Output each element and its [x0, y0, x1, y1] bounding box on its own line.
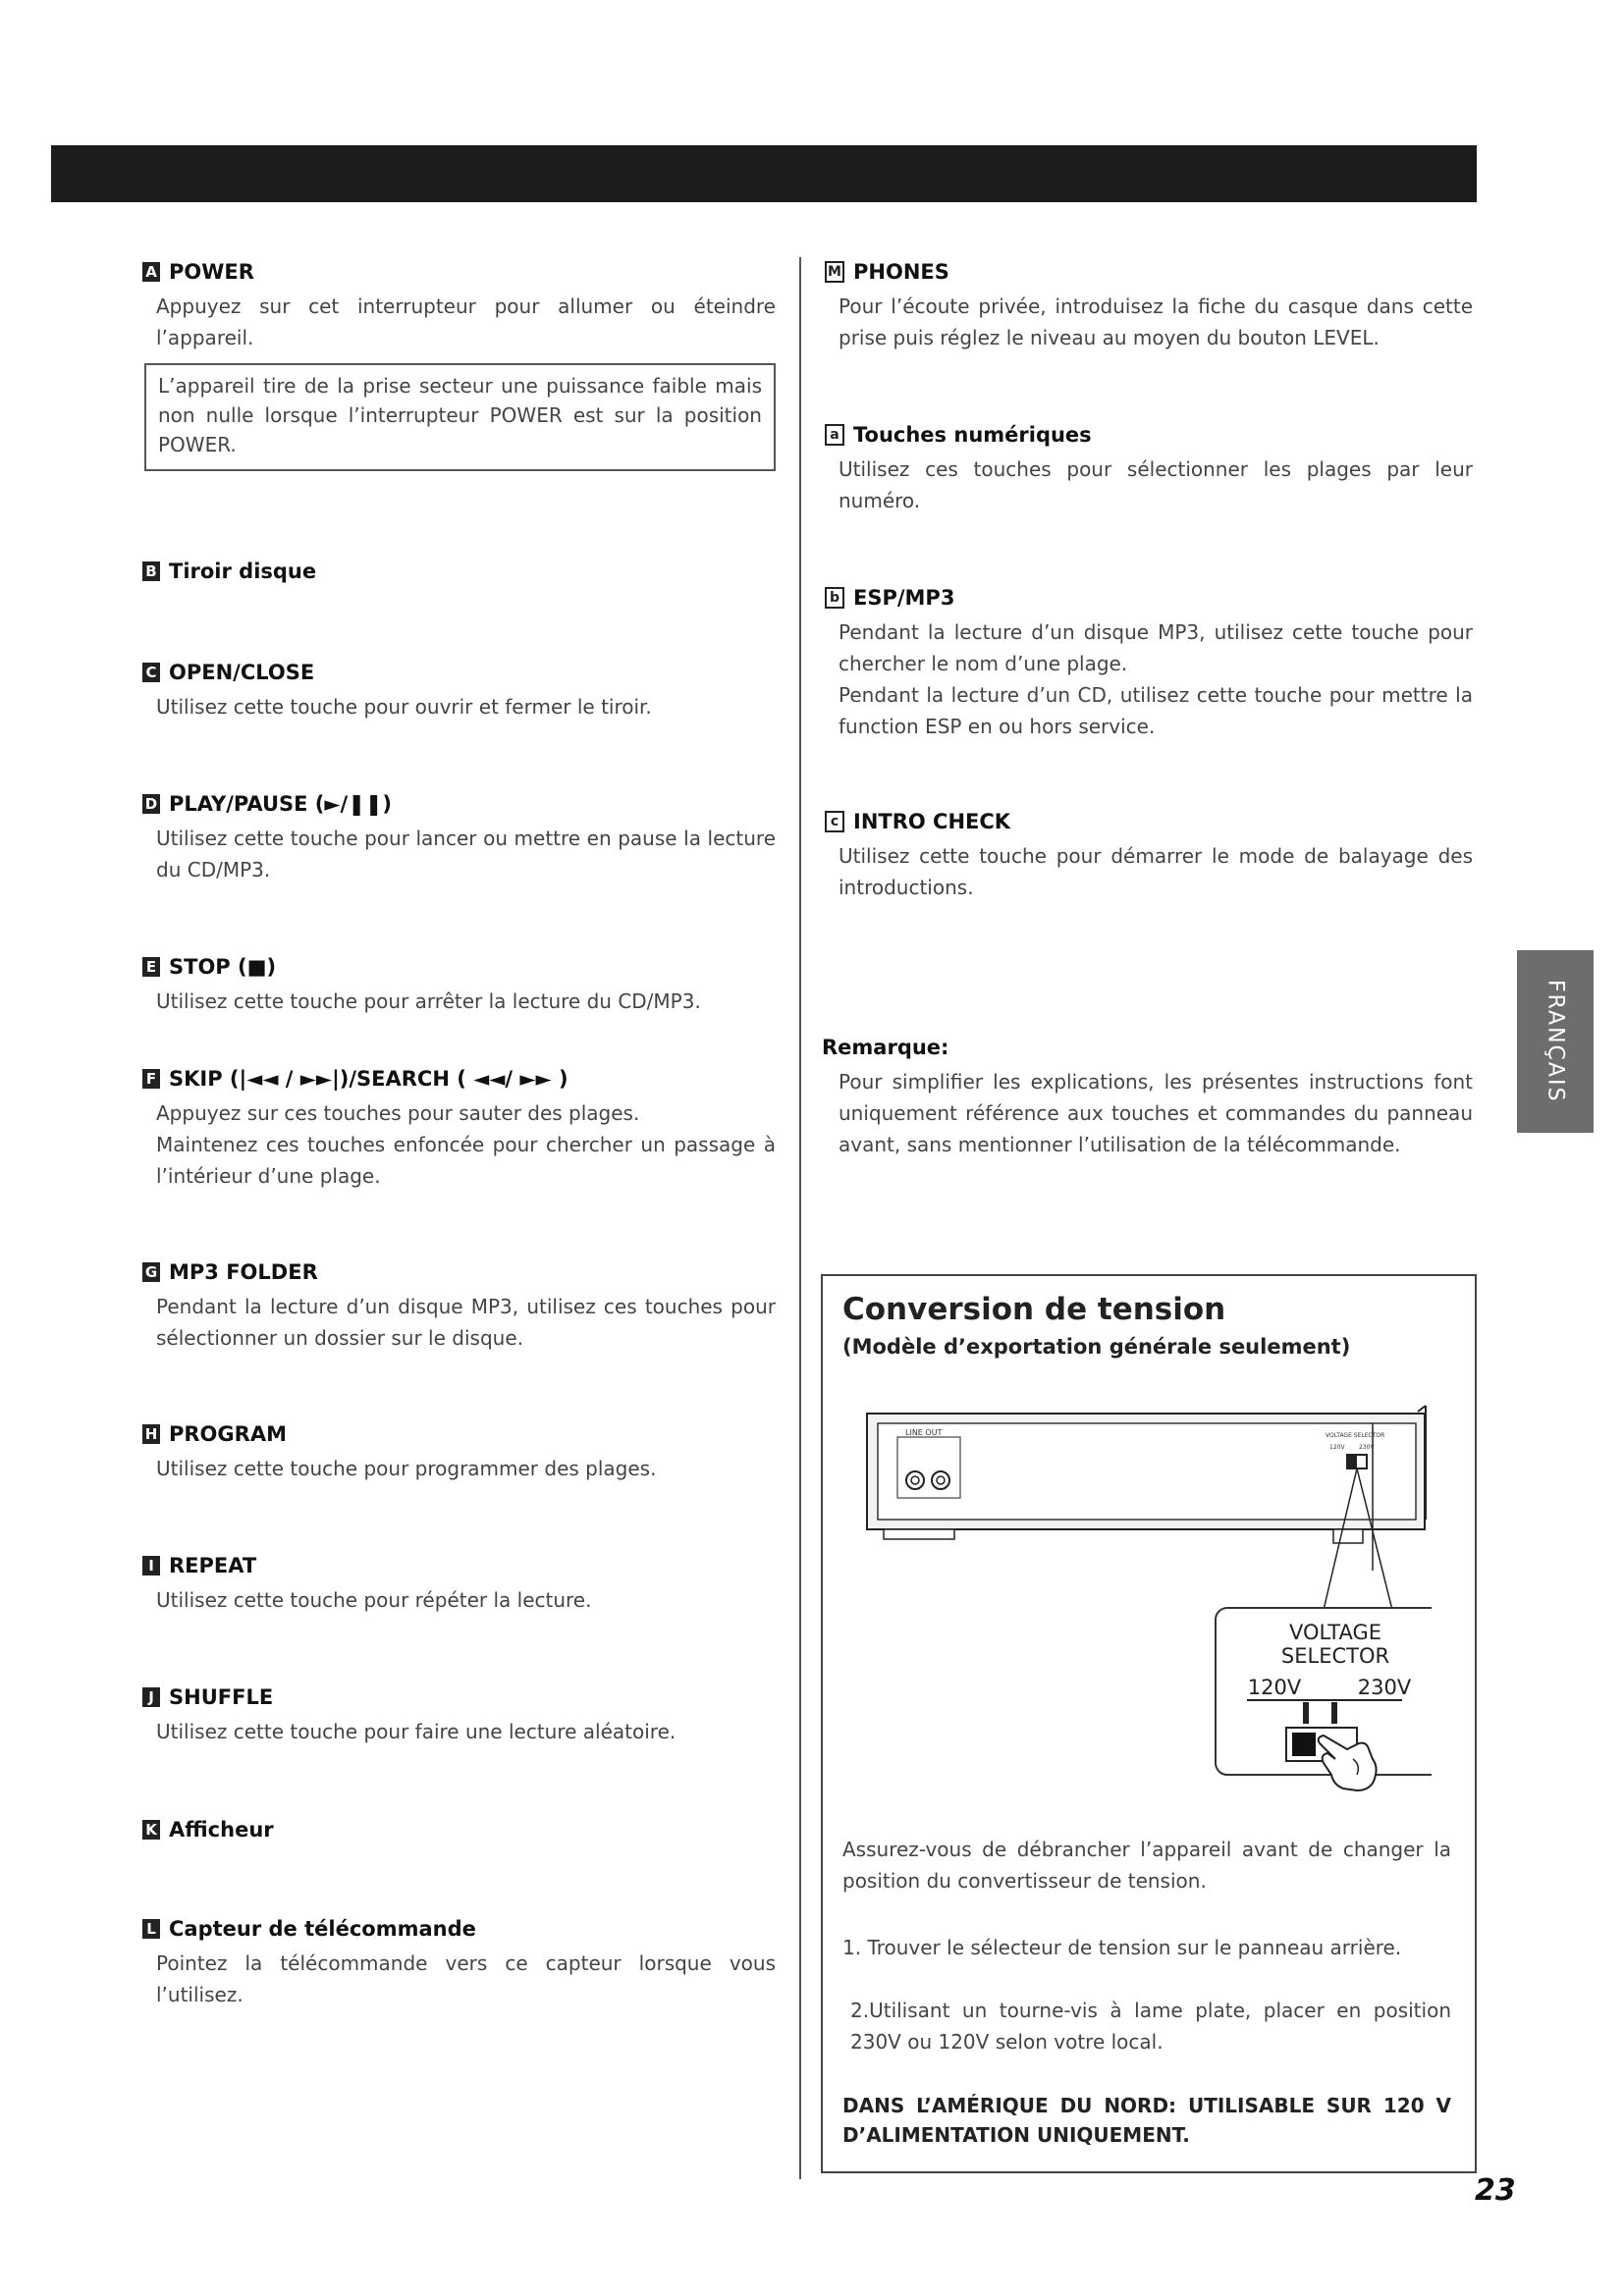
entry-title: Capteur de télécommande	[169, 1917, 476, 1941]
entry-text: Utilisez ces touches pour sélectionner les plages par leur numéro.	[839, 457, 1473, 512]
language-tab: FRANÇAIS	[1517, 950, 1594, 1133]
entry-title: STOP (■)	[169, 955, 277, 979]
entry-title: REPEAT	[169, 1554, 257, 1577]
entry-number-keys	[825, 420, 1473, 516]
entry-remote-sensor	[142, 1914, 776, 2010]
entry-play-pause	[142, 789, 776, 885]
letter-badge: K	[142, 1820, 160, 1840]
entry-title: Touches numériques	[853, 423, 1092, 447]
entry-title: Tiroir disque	[169, 560, 317, 583]
conversion-title: Conversion de tension	[842, 1292, 1226, 1327]
entry-title: SKIP (|◄◄ / ►►|)/SEARCH ( ◄◄/ ►► )	[169, 1067, 568, 1091]
column-divider	[799, 257, 801, 2179]
entry-text: Utilisez cette touche pour programmer des plages.	[156, 1457, 657, 1480]
entry-text: Pointez la télécommande vers ce capteur lorsque vous l’utilisez.	[156, 1951, 776, 2006]
letter-badge: L	[142, 1919, 160, 1939]
entry-text: Maintenez ces touches enfoncée pour chercher un passage à l’intérieur d’une plage.	[156, 1133, 776, 1188]
entry-repeat	[142, 1551, 776, 1616]
power-note: L’appareil tire de la prise secteur une puissance faible mais non nulle lorsque l’interrupteur POWER est sur la position POWER.	[144, 363, 776, 471]
letter-badge: M	[825, 261, 844, 283]
entry-text: Pour l’écoute privée, introduisez la fiche du casque dans cette prise puis réglez le niveau au moyen du bouton LEVEL.	[839, 294, 1473, 349]
letter-badge: G	[142, 1262, 160, 1282]
entry-power	[142, 257, 776, 471]
entry-mp3-folder	[142, 1257, 776, 1354]
letter-badge: C	[142, 663, 160, 682]
line-out-label: LINE OUT	[905, 1428, 943, 1437]
remark-title: Remarque:	[822, 1036, 949, 1059]
svg-text:120V: 120V	[1329, 1444, 1345, 1451]
letter-badge: H	[142, 1424, 160, 1444]
letter-badge: a	[825, 424, 844, 446]
entry-text: Utilisez cette touche pour ouvrir et fermer le tiroir.	[156, 695, 652, 719]
letter-badge: J	[142, 1687, 160, 1707]
entry-text: Pendant la lecture d’un CD, utilisez cette touche pour mettre la function ESP en ou hors service.	[839, 683, 1473, 738]
entry-shuffle	[142, 1682, 776, 1747]
remark	[822, 1033, 1473, 1160]
entry-title: OPEN/CLOSE	[169, 661, 315, 684]
voltage-conversion-box	[821, 1274, 1477, 2173]
entry-text: Appuyez sur cet interrupteur pour allumer ou éteindre l’appareil.	[156, 294, 776, 349]
letter-badge: F	[142, 1069, 160, 1089]
page-number: 23	[1475, 2173, 1516, 2208]
voltage-selector-title: VOLTAGE	[1288, 1621, 1382, 1644]
entry-title: SHUFFLE	[169, 1685, 274, 1709]
entry-title: Afficheur	[169, 1818, 274, 1842]
svg-text:230V: 230V	[1359, 1444, 1375, 1451]
conversion-step-2: 2.Utilisant un tourne-vis à lame plate, placer en position 230V ou 120V selon votre local.	[850, 1999, 1451, 2054]
entry-text: Utilisez cette touche pour faire une lecture aléatoire.	[156, 1720, 677, 1743]
conversion-subtitle: (Modèle d’exportation générale seulement)	[842, 1335, 1351, 1359]
entry-program	[142, 1419, 776, 1484]
entry-title: INTRO CHECK	[853, 810, 1011, 833]
entry-stop	[142, 952, 776, 1017]
entry-text: Pendant la lecture d’un disque MP3, utilisez cette touche pour chercher le nom d’une plage.	[839, 620, 1473, 675]
letter-badge: A	[142, 262, 160, 282]
entry-title: PLAY/PAUSE (►/❚❚)	[169, 792, 393, 816]
entry-text: Utilisez cette touche pour démarrer le mode de balayage des introductions.	[839, 844, 1473, 899]
small-selector-label: VOLTAGE SELECTOR	[1326, 1432, 1385, 1439]
entry-text: Utilisez cette touche pour lancer ou mettre en pause la lecture du CD/MP3.	[156, 827, 776, 881]
entry-disc-tray	[142, 557, 776, 586]
remark-text: Pour simplifier les explications, les présentes instructions font uniquement référence aux touches et commandes du panneau avant, sans mentionner l’utilisation de la télécommande.	[839, 1070, 1473, 1156]
entry-title: MP3 FOLDER	[169, 1260, 318, 1284]
svg-text:SELECTOR: SELECTOR	[1280, 1644, 1390, 1668]
label-230v: 230V	[1357, 1676, 1412, 1699]
entry-esp-mp3	[825, 583, 1473, 742]
letter-badge: c	[825, 811, 844, 832]
entry-skip-search	[142, 1064, 776, 1192]
conversion-warning: DANS L’AMÉRIQUE DU NORD: UTILISABLE SUR 120 V D’ALIMENTATION UNIQUEMENT.	[842, 2094, 1451, 2147]
conversion-intro: Assurez-vous de débrancher l’appareil avant de changer la position du convertisseur de tension.	[842, 1838, 1451, 1893]
entry-text: Pendant la lecture d’un disque MP3, utilisez ces touches pour sélectionner un dossier sur le disque.	[156, 1295, 776, 1350]
header-bar	[51, 145, 1477, 202]
entry-phones	[825, 257, 1473, 353]
entry-title: POWER	[169, 260, 254, 284]
entry-intro-check	[825, 807, 1473, 903]
letter-badge: b	[825, 587, 844, 609]
entry-text: Appuyez sur ces touches pour sauter des plages.	[156, 1101, 640, 1125]
entry-text: Utilisez cette touche pour répéter la lecture.	[156, 1588, 592, 1612]
entry-title: PHONES	[853, 260, 949, 284]
letter-badge: I	[142, 1556, 160, 1575]
entry-open-close	[142, 658, 776, 722]
conversion-step-1: 1. Trouver le sélecteur de tension sur le panneau arrière.	[842, 1936, 1402, 1959]
entry-title: ESP/MP3	[853, 586, 955, 610]
letter-badge: D	[142, 794, 160, 814]
entry-display	[142, 1815, 776, 1844]
entry-title: PROGRAM	[169, 1422, 287, 1446]
entry-text: Utilisez cette touche pour arrêter la lecture du CD/MP3.	[156, 989, 701, 1013]
label-120v: 120V	[1247, 1676, 1302, 1699]
rear-panel-diagram	[862, 1394, 1432, 1796]
letter-badge: B	[142, 561, 160, 581]
letter-badge: E	[142, 957, 160, 977]
